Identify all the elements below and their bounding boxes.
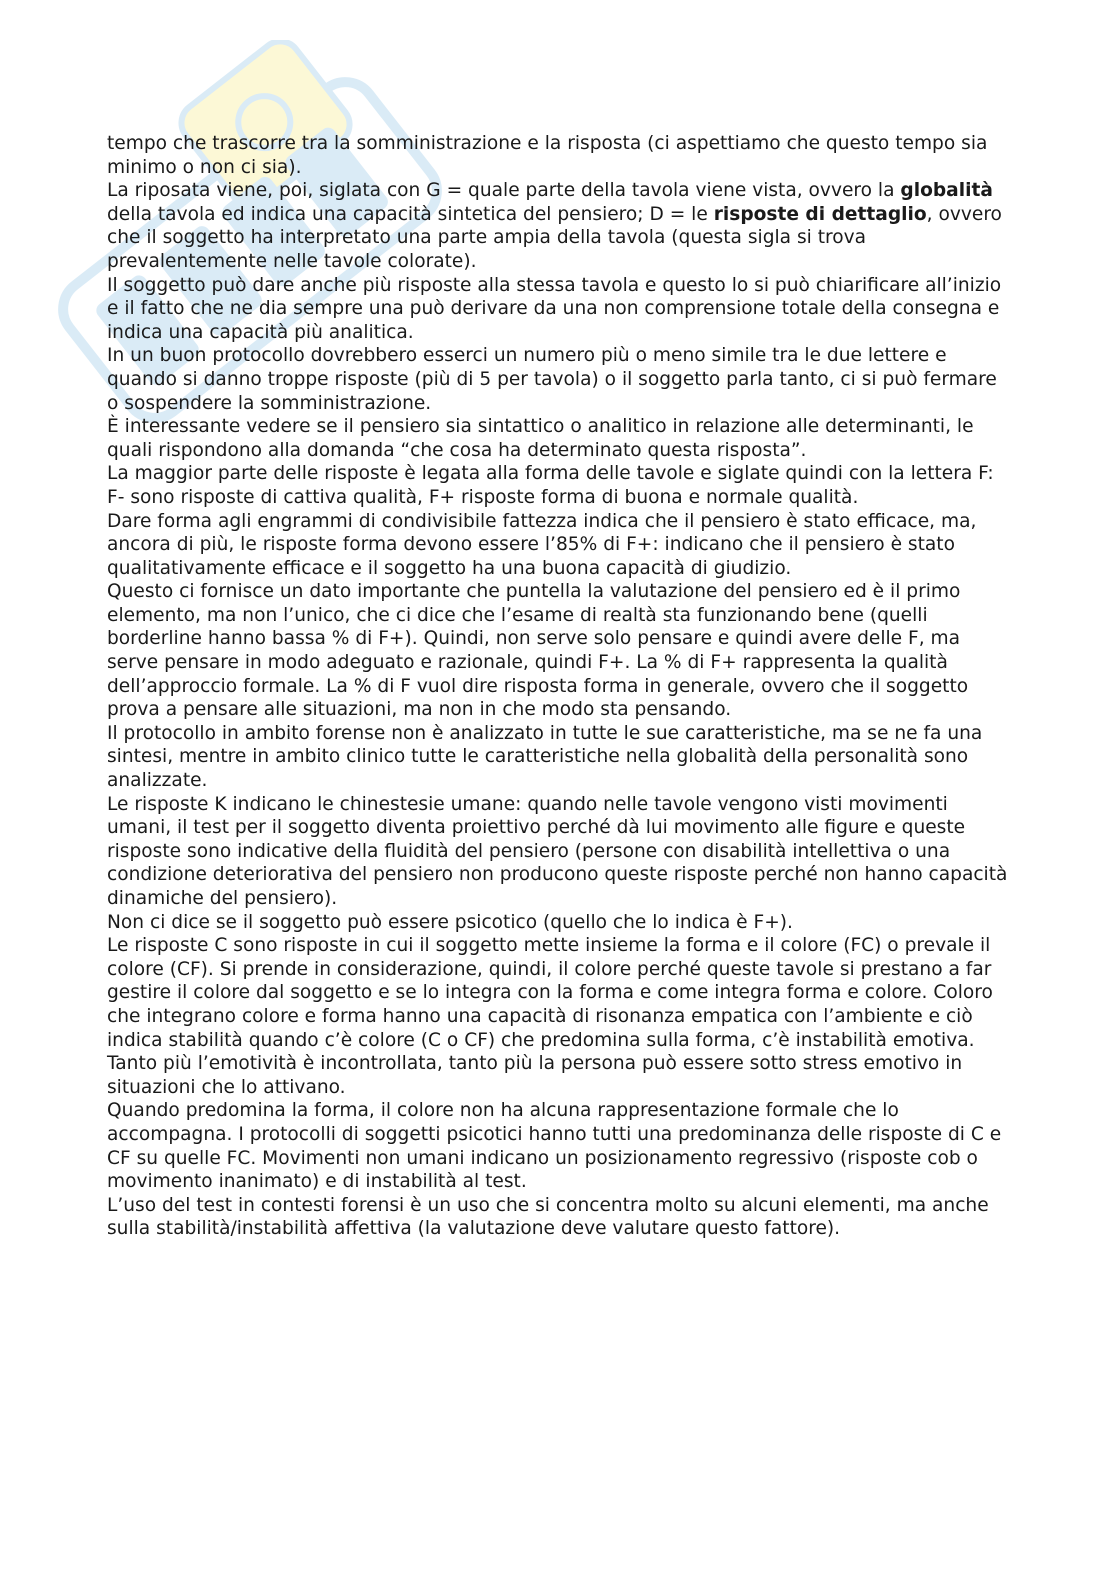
paragraph <box>107 179 1012 273</box>
paragraph: È interessante vedere se il pensiero sia sintattico o analitico in relazione alle determinanti, le quali rispondono alla domanda “che cosa ha determinato questa risposta”. <box>107 416 974 461</box>
paragraph: La maggior parte delle risposte è legata alla forma delle tavole e siglate quindi con la lettera F: F- sono risposte di cattiva qualità, F+ risposte forma di buona e normale qualità. <box>107 463 994 508</box>
bold-term-risposte-di-dettaglio: risposte di dettaglio <box>713 203 927 225</box>
paragraph-text: La riposata viene, poi, siglata con G = quale parte della tavola viene vista, ovvero la <box>107 180 901 202</box>
paragraph: Il protocollo in ambito forense non è analizzato in tutte le sue caratteristiche, ma se ne fa una sintesi, mentre in ambito clinico tutte le caratteristiche nella globalità della personalità sono analizzate. <box>107 722 983 792</box>
paragraph: Le risposte K indicano le chinestesie umane: quando nelle tavole vengono visti movimenti umani, il test per il soggetto diventa proiettivo perché dà lui movimento alle figure e queste risposte sono indicative della fluidità del pensiero (persone con disabilità intellettiva o una condizione deteriorativa del pensiero non producono queste risposte perché non hanno capacità dinamiche del pensiero). <box>107 793 1008 909</box>
paragraph: Dare forma agli engrammi di condivisibile fattezza indica che il pensiero è stato efficace, ma, ancora di più, le risposte forma devono essere l’85% di F+: indicano che il pensiero è stato qualitativamente efficace e il soggetto ha una buona capacità di giudizio. <box>107 510 977 579</box>
paragraph: Quando predomina la forma, il colore non ha alcuna rappresentazione formale che lo accompagna. I protocolli di soggetti psicotici hanno tutti una predominanza delle risposte di C e CF su quelle FC. Movimenti non umani indicano un posizionamento regressivo (risposte cob o movimento inanimato) e di instabilità al test. <box>107 1100 1002 1193</box>
paragraph-text: , ovvero che il soggetto ha interpretato una parte ampia della tavola (questa sigla si trova prevalentemente nelle tavole colorate). <box>107 203 1002 272</box>
document-body <box>107 132 1012 1241</box>
paragraph: Il soggetto può dare anche più risposte alla stessa tavola e questo lo si può chiarificare all’inizio e il fatto che ne dia sempre una può derivare da una non comprensione totale della consegna e indica una capacità più analitica. <box>107 274 1002 343</box>
paragraph-text: della tavola ed indica una capacità sintetica del pensiero; D = le <box>107 203 714 225</box>
paragraph: L’uso del test in contesti forensi è un uso che si concentra molto su alcuni elementi, ma anche sulla stabilità/instabilità affettiva (la valutazione deve valutare questo fattore). <box>107 1194 989 1240</box>
bold-term-globalita: globalità <box>900 180 993 202</box>
paragraph: Non ci dice se il soggetto può essere psicotico (quello che lo indica è F+). <box>107 911 793 933</box>
paragraph: Tanto più l’emotività è incontrollata, tanto più la persona può essere sotto stress emotivo in situazioni che lo attivano. <box>107 1053 963 1098</box>
paragraph: Le risposte C sono risposte in cui il soggetto mette insieme la forma e il colore (FC) o prevale il colore (CF). Si prende in considerazione, quindi, il colore perché queste tavole si prestano a far gestire il colore dal soggetto e se lo integra con la forma e come integra forma e colore. Coloro che integrano colore e forma hanno una capacità di risonanza empatica con l’ambiente e ciò indica stabilità quando c’è colore (C o CF) che predomina sulla forma, c’è instabilità emotiva. <box>107 935 993 1051</box>
paragraph: In un buon protocollo dovrebbero esserci un numero più o meno simile tra le due lettere e quando si danno troppe risposte (più di 5 per tavola) o il soggetto parla tanto, ci si può fermare o sospendere la somministrazione. <box>107 345 997 414</box>
paragraph: Questo ci fornisce un dato importante che puntella la valutazione del pensiero ed è il primo elemento, ma non l’unico, che ci dice che l’esame di realtà sta funzionando bene (quelli borderline hanno bassa % di F+). Quindi, non serve solo pensare e quindi avere delle F, ma serve pensare in modo adeguato e razionale, quindi F+. La % di F+ rappresenta la qualità dell’approccio formale. La % di F vuol dire risposta forma in generale, ovvero che il soggetto prova a pensare alle situazioni, ma non in che modo sta pensando. <box>107 581 969 721</box>
paragraph: tempo che trascorre tra la somministrazione e la risposta (ci aspettiamo che questo tempo sia minimo o non ci sia). <box>107 133 988 178</box>
